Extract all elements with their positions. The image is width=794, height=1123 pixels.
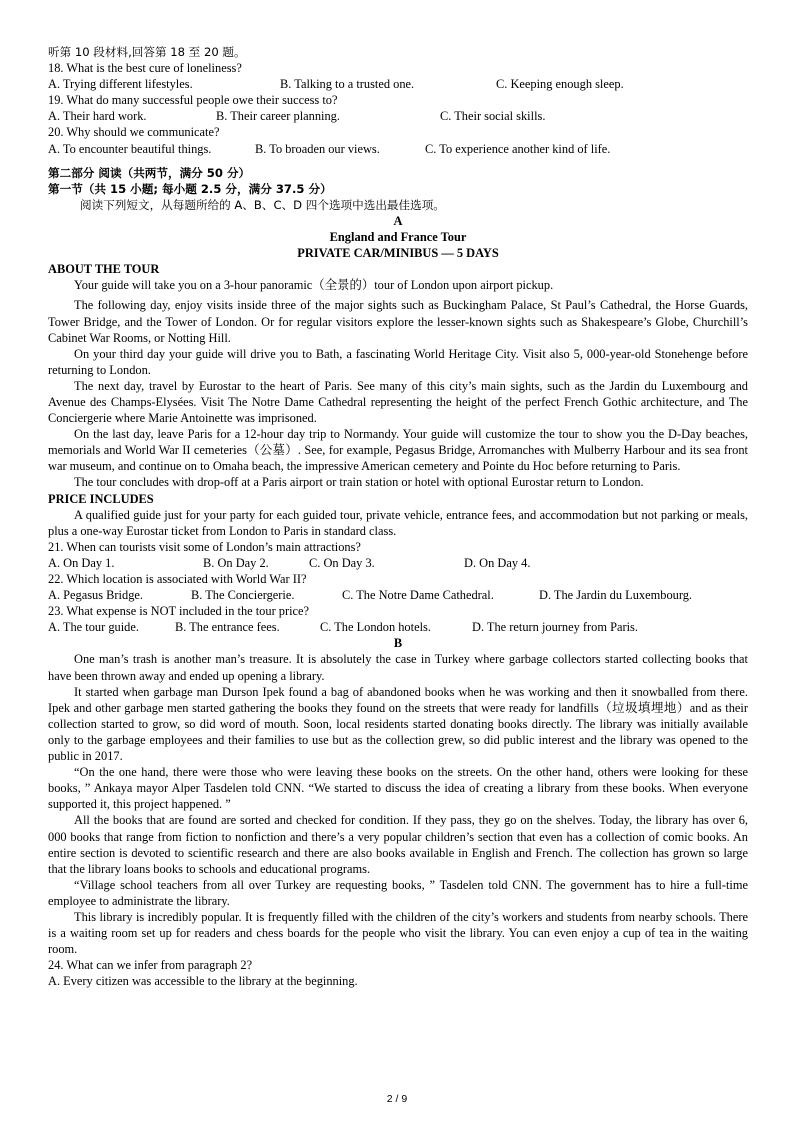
question-22-options — [48, 587, 748, 603]
about-tour-heading: ABOUT THE TOUR — [48, 262, 160, 277]
passage-a-letter: A — [393, 213, 403, 228]
paragraph: All the books that are found are sorted and checked for condition. If they pass, they go on the shelves. Today, the library has over 6, 000 books that range from fiction to nonfiction and there’s a very popular children’s section that even has a collection of comic books. An entire section is devoted to scientific research and there are also books available in English and French. The collection has grown so large that the library loans books to schools and educational programs. — [48, 813, 748, 876]
question-19-options — [48, 108, 748, 124]
option-c: C. Their social skills. — [440, 109, 546, 124]
question-20-stem: 20. Why should we communicate? — [48, 125, 220, 140]
option-a: A. Their hard work. — [48, 109, 147, 124]
paragraph: Your guide will take you on a 3-hour panoramic（全景的）tour of London upon airport pickup. — [74, 278, 554, 293]
question-18-options — [48, 76, 748, 92]
option-a: A. Every citizen was accessible to the library at the beginning. — [48, 974, 358, 989]
paragraph: “Village school teachers from all over Turkey are requesting books, ” Tasdelen told CNN. The government has to hire a full-time employee to administrate the library. — [48, 877, 748, 908]
exam-page — [48, 44, 748, 989]
reading-instructions: 阅读下列短文，从每题所给的 A、B、C、D 四个选项中选出最佳选项。 — [80, 197, 445, 212]
question-23-stem: 23. What expense is NOT included in the tour price? — [48, 604, 310, 619]
price-includes-heading: PRICE INCLUDES — [48, 491, 154, 506]
question-23-options — [48, 619, 748, 635]
paragraph: One man’s trash is another man’s treasure. It is absolutely the case in Turkey where garbage collectors started collecting books that have been thrown away and ended up opening a library. — [48, 652, 748, 683]
question-24-stem: 24. What can we infer from paragraph 2? — [48, 958, 253, 973]
passage-b-letter: B — [393, 636, 403, 651]
paragraph: A qualified guide just for your party for each guided tour, private vehicle, entrance fees, and accommodation but not parking or meals, plus a one-way Eurostar ticket from London to Paris in standard class. — [48, 507, 748, 538]
section-1-title: 第一节（共 15 小题; 每小题 2.5 分，满分 37.5 分） — [48, 181, 332, 196]
question-22-stem: 22. Which location is associated with World War II? — [48, 572, 307, 586]
option-a: A. To encounter beautiful things. — [48, 141, 212, 156]
paragraph: “On the one hand, there were those who were leaving these books on the streets. On the other hand, others were looking for these books, ” Ankaya mayor Alper Tasdelen told CNN. “We started to discuss the idea of creating a library from these books. When everyone supported it, this project happened. ” — [48, 765, 748, 812]
passage-a-subtitle: PRIVATE CAR/MINIBUS — 5 DAYS — [297, 246, 499, 261]
paragraph: On the last day, leave Paris for a 12-hour day trip to Normandy. Your guide will customize the tour to show you the D-Day beaches, memorials and World War II cemeteries（公墓）. See, for example, Pegasus Bridge, Arromanches with Mulberry Harbour and its sea front war museum, and continue on to Omaha beach, the impressive American cemetery and Pointe du Hoc before returning to Paris. — [48, 427, 748, 474]
paragraph: The next day, travel by Eurostar to the heart of Paris. See many of this city’s main sights, such as the Jardin du Luxembourg and Avenue des Champs-Elysées. Visit The Notre Dame Cathedral representing the height of the perfect French Gothic architecture, and The Conciergerie where Marie Antoinette was imprisoned. — [48, 378, 748, 426]
option-c: C. Keeping enough sleep. — [496, 77, 624, 92]
part-2-title: 第二部分 阅读（共两节，满分 50 分） — [48, 165, 251, 180]
passage-a-title: England and France Tour — [329, 230, 467, 245]
option-d: D. On Day 4. — [464, 555, 531, 570]
option-c: C. The London hotels. — [320, 620, 431, 635]
option-d: D. The Jardin du Luxembourg. — [539, 588, 693, 603]
question-18-stem: 18. What is the best cure of loneliness? — [48, 61, 242, 76]
question-21-options — [48, 555, 748, 571]
option-c: C. The Notre Dame Cathedral. — [342, 588, 494, 603]
option-d: D. The return journey from Paris. — [472, 620, 638, 635]
question-19-stem: 19. What do many successful people owe their success to? — [48, 93, 338, 108]
option-b: B. Talking to a trusted one. — [280, 77, 415, 92]
option-c: C. On Day 3. — [309, 555, 375, 570]
listening-header: 听第 10 段材料,回答第 18 至 20 题。 — [48, 45, 246, 59]
option-b: B. The Conciergerie. — [191, 588, 295, 603]
option-a: A. Pegasus Bridge. — [48, 588, 143, 603]
paragraph: The tour concludes with drop-off at a Paris airport or train station or hotel with optional Eurostar return to London. — [74, 475, 644, 490]
question-21-stem: 21. When can tourists visit some of London’s main attractions? — [48, 539, 361, 554]
option-b: B. Their career planning. — [216, 109, 340, 124]
option-a: A. Trying different lifestyles. — [48, 77, 193, 92]
option-a: A. The tour guide. — [48, 620, 139, 635]
option-c: C. To experience another kind of life. — [425, 141, 611, 156]
paragraph: The following day, enjoy visits inside three of the major sights such as Buckingham Palace, St Paul’s Cathedral, the Horse Guards, Tower Bridge, and the Tower of London. Or for regular visitors explore the lesser-known sights such as Shakespeare’s Globe, Churchill’s Cabinet War Rooms, or Notting Hill. — [48, 298, 748, 345]
paragraph: On your third day your guide will drive you to Bath, a fascinating World Heritage City. Visit also 5, 000-year-old Stonehenge before returning to London. — [48, 346, 748, 377]
option-b: B. On Day 2. — [203, 555, 269, 570]
question-20-options — [48, 141, 748, 157]
paragraph: This library is incredibly popular. It is frequently filled with the children of the city’s workers and students from nearby schools. There is a waiting room set up for readers and chess boards for the people who visit the library. You can even enjoy a cup of tea in the waiting room. — [48, 909, 748, 957]
option-b: B. The entrance fees. — [175, 620, 280, 635]
option-a: A. On Day 1. — [48, 555, 115, 570]
paragraph: It started when garbage man Durson Ipek found a bag of abandoned books when he was working and then it snowballed from there. Ipek and other garbage men started gathering the books they found on the streets that were ready for landfills（垃圾填埋地）and as their collection started to grow, so did word of mouth. Soon, local residents started donating books directly. The library was initially available only to the garbage employees and their families to use but as the collection grew, so did public interest and the library was opened to the public in 2017. — [48, 684, 748, 764]
page-number: 2 / 9 — [386, 1093, 408, 1105]
option-b: B. To broaden our views. — [255, 141, 380, 156]
